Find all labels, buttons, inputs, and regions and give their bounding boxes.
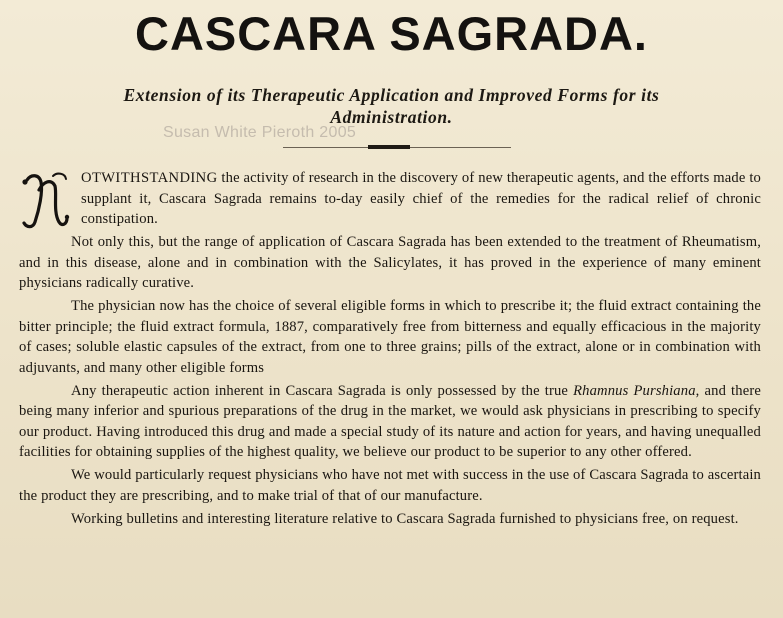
ornate-letter-n-icon <box>19 170 71 230</box>
paragraph-3: The physician now has the choice of several eligible forms in which to prescribe it; the fluid extract containing the bitter principle; the fluid extract formula, 1887, comparatively free from bitterness and equally efficacious in the majority of cases; soluble elastic capsules of the extract, from one to three grains; pills of the extract, alone or in combination with adjuvants, and many other eligible forms <box>19 298 761 376</box>
paragraph-6: Working bulletins and interesting literature relative to Cascara Sagrada furnished to physicians free, on request. <box>71 510 739 527</box>
species-name: Rhamnus Purshiana <box>573 382 696 399</box>
paragraph-4-before: Any therapeutic action inherent in Cascara Sagrada is only possessed by the true <box>71 382 574 399</box>
paragraph-1 <box>19 168 761 230</box>
subtitle <box>10 84 773 128</box>
subtitle-line-1: Extension of its Therapeutic Application and Improved Forms for its <box>123 85 660 105</box>
paragraph-4-after: , and there being many inferior and spurious preparations of the drug in the market, we would ask physicians in prescribing to specify our product. Having introduced this drug and made a special study of its nature and action for years, and having unequalled facilities for obtaining supplies of the highest quality, we believe our product to be superior to any other offered. <box>19 382 761 460</box>
subtitle-line-2: Administration. <box>330 107 453 127</box>
paragraph-4 <box>19 381 761 463</box>
article-body <box>19 168 761 529</box>
page-title: CASCARA SAGRADA. <box>135 7 648 60</box>
paragraph-5: We would particularly request physicians who have not met with success in the use of Cascara Sagrada to ascertain the product they are prescribing, and to make trial of that of our manufacture. <box>19 467 761 504</box>
divider-bar <box>368 145 410 149</box>
paragraph-1-lead: OTWITHSTANDING <box>81 170 218 186</box>
paragraph-2: Not only this, but the range of application of Cascara Sagrada has been extended to the treatment of Rheumatism, and in this disease, alone and in combination with the Salicylates, it has proved in the experience of many eminent physicians radically curative. <box>19 234 761 291</box>
paragraph-1-text: the activity of research in the discovery of new therapeutic agents, and the efforts made to supplant it, Cascara Sagrada remains to-day easily chief of the remedies for the radical relief of chronic constipation. <box>81 170 761 227</box>
watermark: Susan White Pieroth 2005 <box>163 124 357 141</box>
